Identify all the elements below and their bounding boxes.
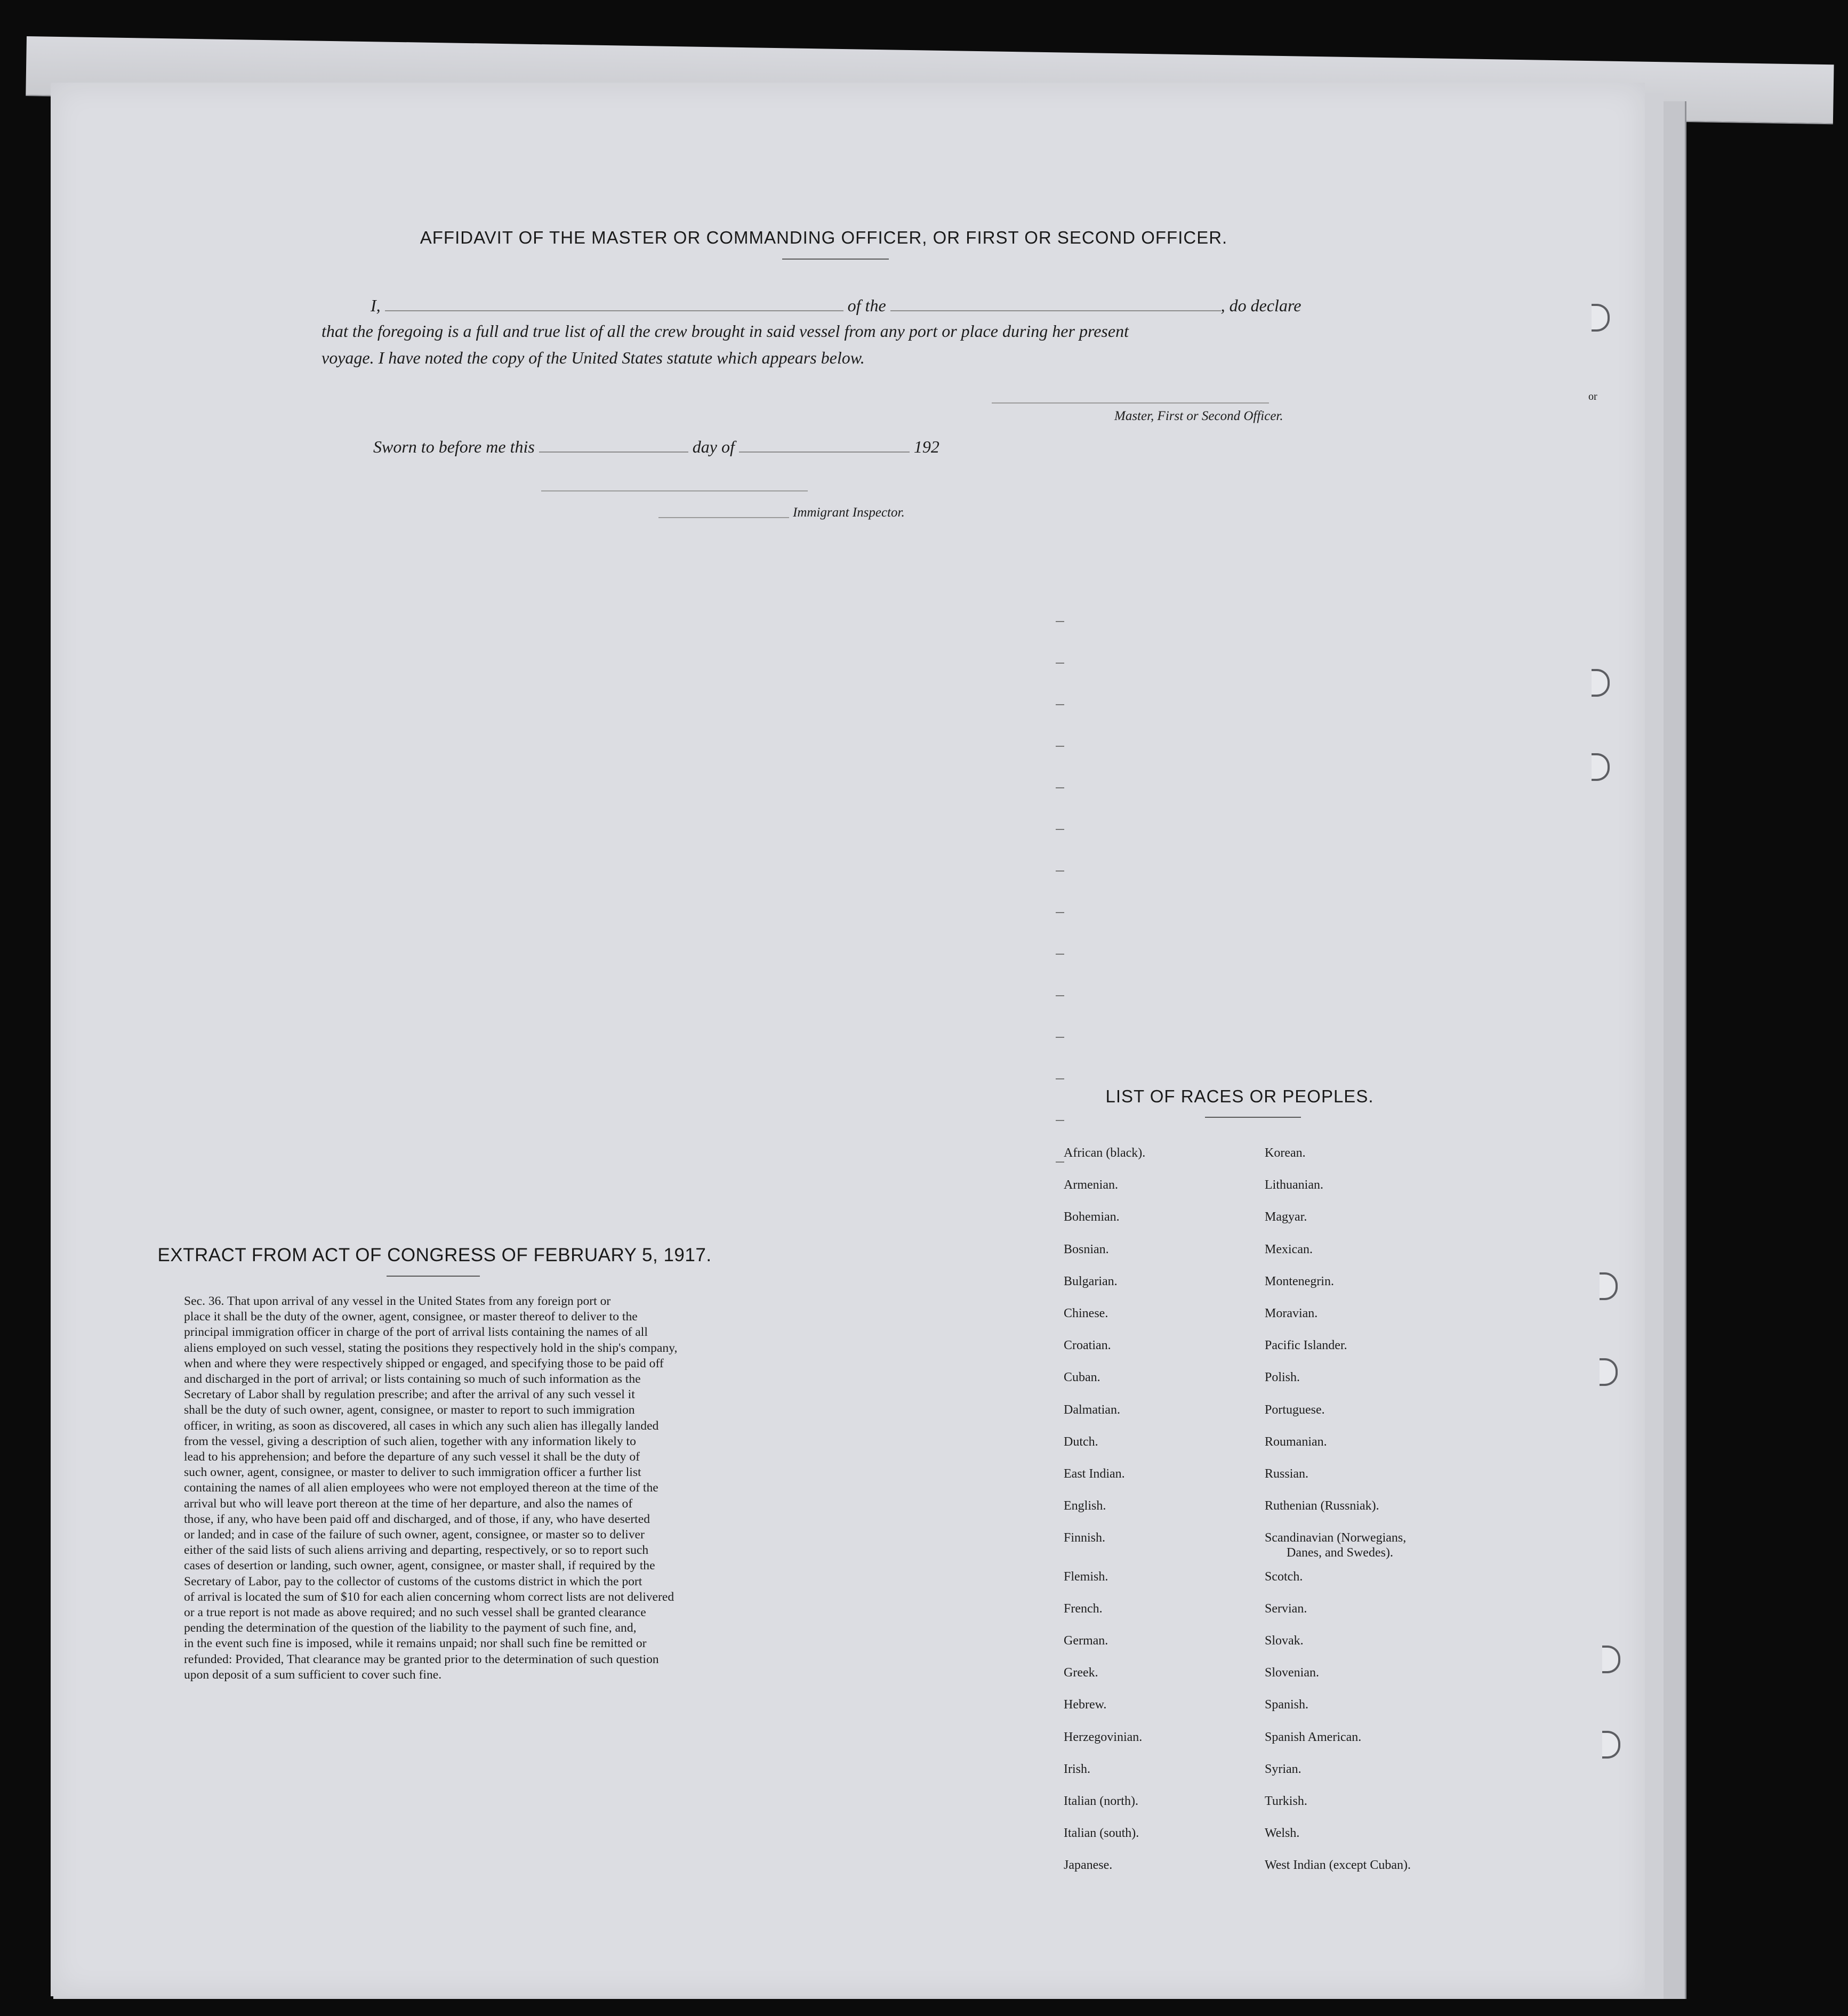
extract-body bbox=[184, 1294, 861, 1683]
title-rule bbox=[782, 259, 889, 260]
extract-line: pending the determination of the question of the liability to the payment of such fine, and, bbox=[184, 1621, 637, 1635]
extract-line: in the event such fine is imposed, while it remains unpaid; nor shall such fine be remitted or bbox=[184, 1636, 647, 1651]
race-item: Bosnian. bbox=[1064, 1242, 1109, 1256]
extract-line: arrival but who will leave port thereon at the time of her departure, and also the names of bbox=[184, 1496, 633, 1511]
race-item: Bohemian. bbox=[1064, 1210, 1120, 1224]
race-item: Herzegovinian. bbox=[1064, 1730, 1143, 1744]
dash-mark bbox=[1056, 621, 1064, 622]
race-item: Armenian. bbox=[1064, 1178, 1118, 1192]
extract-line: Secretary of Labor, pay to the collector of customs of the customs district in which the port bbox=[184, 1574, 642, 1588]
race-item: English. bbox=[1064, 1499, 1106, 1513]
race-item: Lithuanian. bbox=[1265, 1178, 1323, 1192]
extract-line: from the vessel, giving a description of such alien, together with any information likely to bbox=[184, 1434, 636, 1448]
dash-mark bbox=[1056, 704, 1064, 705]
race-item: Russian. bbox=[1265, 1467, 1309, 1481]
extract-title: EXTRACT FROM ACT OF CONGRESS OF FEBRUARY 5, 1917. bbox=[157, 1245, 712, 1265]
dash-mark bbox=[1056, 912, 1064, 913]
race-item: East Indian. bbox=[1064, 1467, 1125, 1481]
race-item: Bulgarian. bbox=[1064, 1274, 1118, 1288]
races-title: LIST OF RACES OR PEOPLES. bbox=[1105, 1086, 1374, 1106]
race-item: Hebrew. bbox=[1064, 1698, 1107, 1712]
race-item: Italian (north). bbox=[1064, 1794, 1138, 1808]
extract-line: containing the names of all alien employees who were not employed thereon at the time of the bbox=[184, 1481, 658, 1495]
dash-mark bbox=[1056, 787, 1064, 788]
race-item: Scotch. bbox=[1265, 1569, 1303, 1584]
master-signature-label: Master, First or Second Officer. bbox=[1114, 409, 1283, 423]
race-item: Dutch. bbox=[1064, 1434, 1098, 1449]
race-item: Scandinavian (Norwegians, bbox=[1265, 1531, 1407, 1545]
i-label: I, bbox=[371, 296, 381, 315]
race-item: Magyar. bbox=[1265, 1210, 1307, 1224]
binder-hole bbox=[1600, 1272, 1618, 1300]
extract-line: cases of desertion or landing, such owner, agent, consignee, or master shall, if required by the bbox=[184, 1559, 655, 1573]
extract-line: such owner, agent, consignee, or master to deliver to such immigration officer a further list bbox=[184, 1465, 641, 1480]
race-item: Korean. bbox=[1265, 1146, 1306, 1160]
extract-line: either of the said lists of such aliens arriving and departing, respectively, or so to report such bbox=[184, 1543, 649, 1558]
race-item: Chinese. bbox=[1064, 1307, 1108, 1320]
dash-mark bbox=[1056, 995, 1064, 996]
race-item: French. bbox=[1064, 1601, 1103, 1616]
binder-hole bbox=[1602, 1646, 1620, 1673]
extract-line: Sec. 36. That upon arrival of any vessel in the United States from any foreign port or bbox=[184, 1294, 611, 1308]
race-item: West Indian (except Cuban). bbox=[1265, 1858, 1411, 1873]
master-signature-line[interactable] bbox=[992, 402, 1269, 404]
binder-hole bbox=[1592, 669, 1610, 697]
extract-line: upon deposit of a sum sufficient to cover such fine. bbox=[184, 1667, 442, 1682]
race-item: Mexican. bbox=[1265, 1242, 1313, 1256]
race-item: Spanish. bbox=[1265, 1698, 1309, 1712]
dash-mark bbox=[1056, 1037, 1064, 1038]
year-prefix: 192 bbox=[913, 437, 939, 456]
dash-mark bbox=[1056, 954, 1064, 955]
race-item: Slovak. bbox=[1265, 1634, 1304, 1648]
extract-line: officer, in writing, as soon as discovered, all cases in which any such alien has illegally landed bbox=[184, 1418, 659, 1433]
race-item: Servian. bbox=[1265, 1601, 1307, 1616]
extract-line: lead to his apprehension; and before the departure of any such vessel it shall be the duty of bbox=[184, 1450, 640, 1464]
extract-line: place it shall be the duty of the owner, agent, consignee, or master thereof to deliver to the bbox=[184, 1310, 638, 1324]
race-item: Polish. bbox=[1265, 1370, 1300, 1385]
race-item: Spanish American. bbox=[1265, 1730, 1362, 1744]
inspector-signature-line-1[interactable] bbox=[541, 490, 808, 491]
day-blank[interactable] bbox=[539, 450, 688, 453]
race-item: Welsh. bbox=[1265, 1826, 1300, 1841]
sworn-line bbox=[373, 437, 939, 457]
dash-mark bbox=[1056, 829, 1064, 830]
extract-line: aliens employed on such vessel, stating the positions they respectively hold in the ship's company, bbox=[184, 1341, 678, 1355]
dash-mark bbox=[1056, 1162, 1064, 1163]
extract-rule bbox=[387, 1276, 480, 1277]
extract-line: principal immigration officer in charge of the port of arrival lists containing the names of all bbox=[184, 1325, 648, 1340]
inspector-signature-line-2 bbox=[658, 517, 789, 518]
race-item: African (black). bbox=[1064, 1146, 1146, 1160]
affidavit-line-2: that the foregoing is a full and true list of all the crew brought in said vessel from any port or place during her present bbox=[322, 321, 1129, 341]
race-item: Danes, and Swedes). bbox=[1287, 1546, 1393, 1560]
dash-mark bbox=[1056, 746, 1064, 747]
race-item: Flemish. bbox=[1064, 1569, 1108, 1584]
race-item: Japanese. bbox=[1064, 1858, 1113, 1873]
race-item: Italian (south). bbox=[1064, 1826, 1139, 1841]
extract-line: refunded: Provided, That clearance may be granted prior to the determination of such question bbox=[184, 1652, 659, 1666]
inspector-label: Immigrant Inspector. bbox=[793, 505, 905, 520]
race-item: Irish. bbox=[1064, 1762, 1090, 1776]
do-declare-label: , do declare bbox=[1220, 296, 1301, 315]
race-item: Montenegrin. bbox=[1265, 1274, 1334, 1288]
race-item: Moravian. bbox=[1265, 1307, 1318, 1320]
binder-hole bbox=[1592, 304, 1610, 332]
affidavit-line-1 bbox=[371, 296, 1301, 316]
race-item: Finnish. bbox=[1064, 1531, 1106, 1545]
binder-hole bbox=[1592, 753, 1610, 781]
binder-hole bbox=[1600, 1358, 1618, 1386]
extract-line: and discharged in the port of arrival; or lists containing so much of such information as the bbox=[184, 1372, 641, 1386]
race-item: Dalmatian. bbox=[1064, 1402, 1120, 1417]
extract-line: of arrival is located the sum of $10 for each alien concerning whom correct lists are not delivered bbox=[184, 1590, 674, 1604]
day-of-label: day of bbox=[692, 437, 735, 456]
race-item: Greek. bbox=[1064, 1666, 1098, 1680]
extract-line: when and where they were respectively shipped or engaged, and specifying those to be paid off bbox=[184, 1356, 664, 1370]
affidavit-line-3: voyage. I have noted the copy of the United States statute which appears below. bbox=[322, 348, 865, 367]
month-blank[interactable] bbox=[739, 450, 910, 453]
dash-mark bbox=[1056, 1078, 1064, 1079]
race-item: Croatian. bbox=[1064, 1338, 1111, 1353]
vessel-blank[interactable] bbox=[890, 309, 1221, 311]
document-page bbox=[51, 83, 1645, 1996]
binder-hole bbox=[1602, 1731, 1620, 1759]
extract-line: or landed; and in case of the failure of such owner, agent, consignee, or master so to deliver bbox=[184, 1528, 645, 1542]
dash-mark bbox=[1056, 663, 1064, 664]
dash-mark bbox=[1056, 870, 1064, 872]
race-item: German. bbox=[1064, 1634, 1108, 1648]
extract-line: or a true report is not made as above required; and no such vessel shall be granted clearance bbox=[184, 1606, 646, 1620]
sworn-prefix: Sworn to before me this bbox=[373, 437, 535, 456]
race-item: Portuguese. bbox=[1265, 1402, 1325, 1417]
affidavit-title: AFFIDAVIT OF THE MASTER OR COMMANDING OFFICER, OR FIRST OR SECOND OFFICER. bbox=[420, 228, 1228, 247]
race-item: Slovenian. bbox=[1265, 1666, 1319, 1680]
of-the-label: of the bbox=[847, 296, 886, 315]
race-item: Syrian. bbox=[1265, 1762, 1301, 1776]
extract-line: shall be the duty of such owner, agent, consignee, or master to report to such immigration bbox=[184, 1403, 635, 1417]
race-item: Roumanian. bbox=[1265, 1434, 1327, 1449]
races-rule bbox=[1205, 1117, 1301, 1118]
name-blank[interactable] bbox=[385, 309, 843, 311]
extract-line: Secretary of Labor shall by regulation prescribe; and after the arrival of any such vessel it bbox=[184, 1388, 635, 1402]
extract-line: those, if any, who have been paid off and discharged, and of those, if any, who have deserted bbox=[184, 1512, 650, 1526]
race-item: Cuban. bbox=[1064, 1370, 1100, 1385]
race-item: Pacific Islander. bbox=[1265, 1338, 1347, 1353]
race-item: Ruthenian (Russniak). bbox=[1265, 1499, 1379, 1513]
race-item: Turkish. bbox=[1265, 1794, 1307, 1808]
dash-mark bbox=[1056, 1120, 1064, 1121]
margin-or-mark: or bbox=[1588, 391, 1597, 402]
